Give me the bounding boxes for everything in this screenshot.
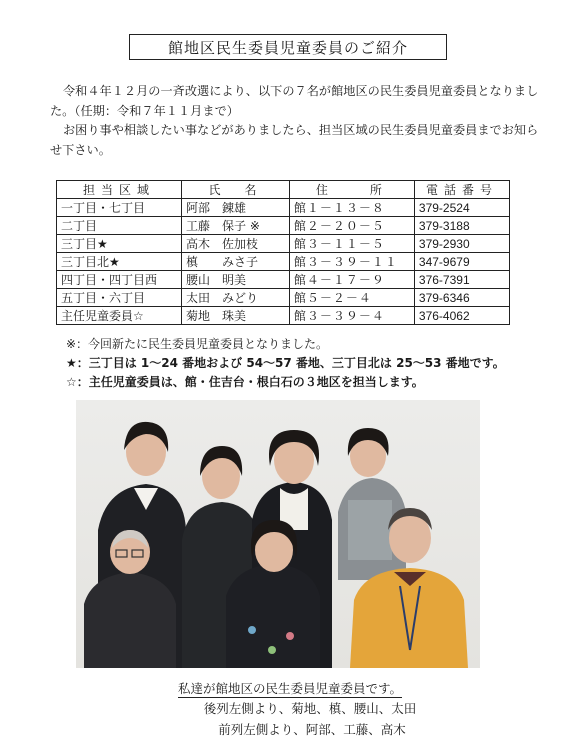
cell-name: 阿部 錬雄 [182, 199, 290, 217]
table-row [57, 307, 510, 325]
cell-area: 主任児童委員☆ [57, 307, 182, 325]
group-photo-illustration [76, 400, 480, 668]
cell-name: 工藤 保子 ※ [182, 217, 290, 235]
cell-area: 五丁目・六丁目 [57, 289, 182, 307]
intro-paragraph-2: お困り事や相談したい事などがありましたら、担当区域の民生委員児童委員までお知らせ下さい。 [50, 123, 539, 157]
intro-text [50, 82, 550, 160]
intro-paragraph-1: 令和４年１２月の一斉改選により、以下の７名が館地区の民生委員児童委員となりました。（任期：令和７年１１月まで） [50, 84, 539, 118]
cell-address: 館４－１７－９ [289, 271, 414, 289]
cell-name: 菊地 珠美 [182, 307, 290, 325]
header-address: 住 所 [289, 181, 414, 199]
person-back-4 [338, 428, 406, 580]
cell-area: 三丁目北★ [57, 253, 182, 271]
cell-phone: 379-2930 [414, 235, 509, 253]
cell-name: 高木 佐加枝 [182, 235, 290, 253]
table-header-row [57, 181, 510, 199]
cell-address: 館２－２０－５ [289, 217, 414, 235]
table-row [57, 217, 510, 235]
cell-area: 四丁目・四丁目西 [57, 271, 182, 289]
table-row [57, 271, 510, 289]
caption-front-row: 前列左側より、阿部、工藤、高木 [218, 722, 406, 737]
cell-phone: 379-3188 [414, 217, 509, 235]
cell-address: 館３－３９－４ [289, 307, 414, 325]
photo-caption [0, 679, 580, 697]
table-row [57, 253, 510, 271]
cell-phone: 379-6346 [414, 289, 509, 307]
cell-area: 三丁目★ [57, 235, 182, 253]
note-chief-children: ☆：主任児童委員は、館・住吉台・根白石の３地区を担当します。 [66, 375, 424, 389]
notes [66, 335, 566, 392]
header-area: 担当区域 [57, 181, 182, 199]
cell-phone: 376-4062 [414, 307, 509, 325]
cell-name: 槙 みさ子 [182, 253, 290, 271]
caption-back-row: 後列左側より、菊地、槙、腰山、太田 [203, 701, 417, 716]
header-phone: 電話番号 [414, 181, 509, 199]
cell-address: 館３－１１－５ [289, 235, 414, 253]
cell-name: 太田 みどり [182, 289, 290, 307]
table-row [57, 235, 510, 253]
table-row [57, 199, 510, 217]
note-new-member: ※：今回新たに民生委員児童委員となりました。 [66, 337, 329, 351]
cell-name: 腰山 明美 [182, 271, 290, 289]
cell-phone: 347-9679 [414, 253, 509, 271]
cell-area: 一丁目・七丁目 [57, 199, 182, 217]
photo-caption-text: 私達が館地区の民生委員児童委員です。 [177, 681, 402, 696]
cell-phone: 376-7391 [414, 271, 509, 289]
group-photo [76, 400, 480, 668]
cell-address: 館１－１３－８ [289, 199, 414, 217]
page-title: 館地区民生委員児童委員のご紹介 [129, 34, 447, 60]
cell-address: 館３－３９－１１ [289, 253, 414, 271]
table-row [57, 289, 510, 307]
cell-address: 館５－２－４ [289, 289, 414, 307]
members-table [56, 180, 510, 325]
header-name: 氏 名 [182, 181, 290, 199]
note-area-detail: ★：三丁目は 1～24 番地および 54～57 番地、三丁目北は 25～53 番地です。 [66, 356, 505, 370]
cell-phone: 379-2524 [414, 199, 509, 217]
cell-area: 二丁目 [57, 217, 182, 235]
